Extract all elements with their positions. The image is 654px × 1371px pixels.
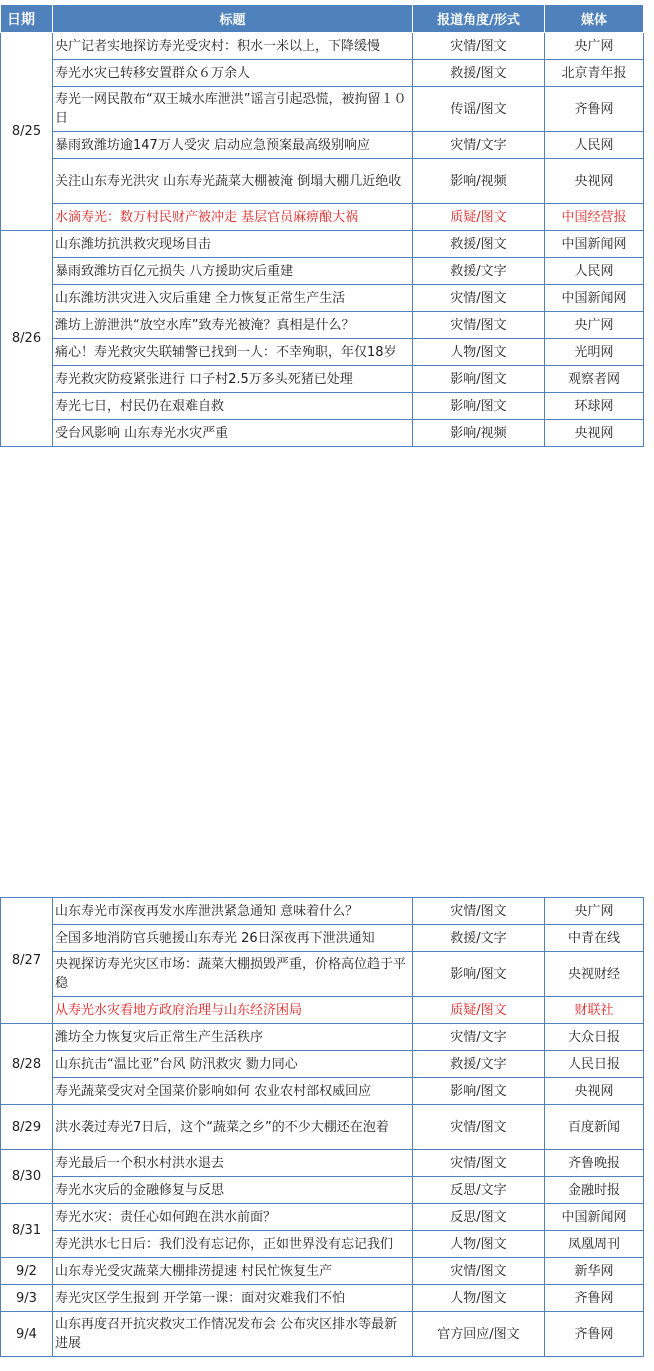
angle-cell: 质疑/图文 bbox=[413, 997, 545, 1024]
angle-cell: 影响/图文 bbox=[413, 393, 545, 420]
title-cell: 寿光灾区学生报到 开学第一课：面对灾难我们不怕 bbox=[53, 1285, 413, 1312]
title-cell: 暴雨致潍坊逾147万人受灾 启动应急预案最高级别响应 bbox=[53, 132, 413, 159]
angle-cell: 人物/图文 bbox=[413, 1285, 545, 1312]
angle-cell: 影响/图文 bbox=[413, 952, 545, 997]
media-cell: 央广网 bbox=[545, 312, 644, 339]
angle-cell: 救援/文字 bbox=[413, 258, 545, 285]
angle-cell: 反思/文字 bbox=[413, 1177, 545, 1204]
angle-cell: 影响/视频 bbox=[413, 420, 545, 447]
angle-cell: 救援/图文 bbox=[413, 231, 545, 258]
title-cell: 山东寿光市深夜再发水库泄洪紧急通知 意味着什么？ bbox=[53, 898, 413, 925]
table-row bbox=[1, 1150, 644, 1177]
media-cell: 央视网 bbox=[545, 159, 644, 204]
table-row bbox=[1, 393, 644, 420]
table-row bbox=[1, 1105, 644, 1150]
header-date: 日期 bbox=[1, 5, 53, 33]
table-row bbox=[1, 952, 644, 997]
title-cell: 寿光蔬菜受灾对全国菜价影响如何 农业农村部权威回应 bbox=[53, 1078, 413, 1105]
table-row bbox=[1, 132, 644, 159]
table-row bbox=[1, 285, 644, 312]
title-cell: 寿光救灾防疫紧张进行 口子村2.5万多头死猪已处理 bbox=[53, 366, 413, 393]
coverage-table-bottom bbox=[0, 897, 644, 1357]
media-cell: 齐鲁网 bbox=[545, 1312, 644, 1357]
header-media: 媒体 bbox=[545, 5, 644, 33]
title-cell: 寿光水灾后的金融修复与反思 bbox=[53, 1177, 413, 1204]
angle-cell: 灾情/图文 bbox=[413, 312, 545, 339]
title-cell: 寿光一网民散布“双王城水库泄洪”谣言引起恐慌，被拘留１０日 bbox=[53, 87, 413, 132]
title-cell: 全国多地消防官兵驰援山东寿光 26日深夜再下泄洪通知 bbox=[53, 925, 413, 952]
date-cell: 8/30 bbox=[1, 1150, 53, 1204]
date-cell: 8/26 bbox=[1, 231, 53, 447]
title-cell: 痛心！寿光救灾失联辅警已找到一人：不幸殉职，年仅18岁 bbox=[53, 339, 413, 366]
media-cell: 大众日报 bbox=[545, 1024, 644, 1051]
table-row bbox=[1, 312, 644, 339]
title-cell: 寿光水灾：责任心如何跑在洪水前面？ bbox=[53, 1204, 413, 1231]
table-row bbox=[1, 1258, 644, 1285]
date-cell: 8/27 bbox=[1, 898, 53, 1024]
angle-cell: 灾情/文字 bbox=[413, 1024, 545, 1051]
date-cell: 9/2 bbox=[1, 1258, 53, 1285]
title-cell: 山东抗击“温比亚”台风 防汛救灾 勠力同心 bbox=[53, 1051, 413, 1078]
media-cell: 央广网 bbox=[545, 898, 644, 925]
table-row bbox=[1, 87, 644, 132]
title-cell: 寿光洪水七日后：我们没有忘记你，正如世界没有忘记我们 bbox=[53, 1231, 413, 1258]
title-cell: 央广记者实地探访寿光受灾村：积水一米以上，下降缓慢 bbox=[53, 33, 413, 60]
media-cell: 央视网 bbox=[545, 1078, 644, 1105]
media-cell: 中国新闻网 bbox=[545, 285, 644, 312]
table-row bbox=[1, 33, 644, 60]
table-row bbox=[1, 159, 644, 204]
table-row bbox=[1, 1285, 644, 1312]
title-cell: 水滴寿光：数万村民财产被冲走 基层官员麻痹酿大祸 bbox=[53, 204, 413, 231]
title-cell: 受台风影响 山东寿光水灾严重 bbox=[53, 420, 413, 447]
table-row bbox=[1, 898, 644, 925]
media-cell: 光明网 bbox=[545, 339, 644, 366]
table-row bbox=[1, 925, 644, 952]
angle-cell: 反思/图文 bbox=[413, 1204, 545, 1231]
angle-cell: 灾情/图文 bbox=[413, 1150, 545, 1177]
date-cell: 8/29 bbox=[1, 1105, 53, 1150]
media-cell: 中国新闻网 bbox=[545, 231, 644, 258]
table-row bbox=[1, 997, 644, 1024]
title-cell: 寿光水灾已转移安置群众６万余人 bbox=[53, 60, 413, 87]
coverage-table-top bbox=[0, 4, 644, 447]
media-cell: 观察者网 bbox=[545, 366, 644, 393]
table-row bbox=[1, 339, 644, 366]
angle-cell: 影响/视频 bbox=[413, 159, 545, 204]
table-row bbox=[1, 1051, 644, 1078]
date-cell: 8/28 bbox=[1, 1024, 53, 1105]
title-cell: 关注山东寿光洪灾 山东寿光蔬菜大棚被淹 倒塌大棚几近绝收 bbox=[53, 159, 413, 204]
angle-cell: 质疑/图文 bbox=[413, 204, 545, 231]
date-cell: 9/4 bbox=[1, 1312, 53, 1357]
table-row bbox=[1, 258, 644, 285]
angle-cell: 人物/图文 bbox=[413, 339, 545, 366]
table-row bbox=[1, 1231, 644, 1258]
media-cell: 央广网 bbox=[545, 33, 644, 60]
media-cell: 央视网 bbox=[545, 420, 644, 447]
title-cell: 央视探访寿光灾区市场：蔬菜大棚损毁严重，价格高位趋于平稳 bbox=[53, 952, 413, 997]
header-title: 标题 bbox=[53, 5, 413, 33]
title-cell: 山东潍坊抗洪救灾现场目击 bbox=[53, 231, 413, 258]
angle-cell: 救援/图文 bbox=[413, 60, 545, 87]
angle-cell: 灾情/文字 bbox=[413, 132, 545, 159]
media-cell: 人民网 bbox=[545, 132, 644, 159]
table-row bbox=[1, 204, 644, 231]
media-cell: 凤凰周刊 bbox=[545, 1231, 644, 1258]
table-row bbox=[1, 231, 644, 258]
table-row bbox=[1, 420, 644, 447]
media-cell: 中国经营报 bbox=[545, 204, 644, 231]
media-cell: 齐鲁网 bbox=[545, 1285, 644, 1312]
media-cell: 人民网 bbox=[545, 258, 644, 285]
angle-cell: 灾情/图文 bbox=[413, 1105, 545, 1150]
title-cell: 寿光七日，村民仍在艰难自救 bbox=[53, 393, 413, 420]
angle-cell: 官方回应/图文 bbox=[413, 1312, 545, 1357]
title-cell: 山东再度召开抗灾救灾工作情况发布会 公布灾区排水等最新进展 bbox=[53, 1312, 413, 1357]
media-cell: 百度新闻 bbox=[545, 1105, 644, 1150]
media-cell: 人民日报 bbox=[545, 1051, 644, 1078]
date-cell: 8/25 bbox=[1, 33, 53, 231]
media-cell: 中国新闻网 bbox=[545, 1204, 644, 1231]
table-row bbox=[1, 366, 644, 393]
title-cell: 潍坊全力恢复灾后正常生产生活秩序 bbox=[53, 1024, 413, 1051]
table-row bbox=[1, 1204, 644, 1231]
header-angle: 报道角度/形式 bbox=[413, 5, 545, 33]
date-cell: 9/3 bbox=[1, 1285, 53, 1312]
angle-cell: 灾情/图文 bbox=[413, 898, 545, 925]
title-cell: 潍坊上游泄洪“放空水库”致寿光被淹？真相是什么？ bbox=[53, 312, 413, 339]
title-cell: 寿光最后一个积水村洪水退去 bbox=[53, 1150, 413, 1177]
media-cell: 中青在线 bbox=[545, 925, 644, 952]
title-cell: 暴雨致潍坊百亿元损失 八方援助灾后重建 bbox=[53, 258, 413, 285]
table-row bbox=[1, 1177, 644, 1204]
angle-cell: 传谣/图文 bbox=[413, 87, 545, 132]
table-row bbox=[1, 1024, 644, 1051]
media-cell: 央视财经 bbox=[545, 952, 644, 997]
media-cell: 新华网 bbox=[545, 1258, 644, 1285]
table-row bbox=[1, 1078, 644, 1105]
media-cell: 财联社 bbox=[545, 997, 644, 1024]
angle-cell: 人物/图文 bbox=[413, 1231, 545, 1258]
header-row bbox=[1, 5, 644, 33]
angle-cell: 灾情/图文 bbox=[413, 33, 545, 60]
angle-cell: 灾情/图文 bbox=[413, 285, 545, 312]
table-row bbox=[1, 1312, 644, 1357]
angle-cell: 救援/文字 bbox=[413, 1051, 545, 1078]
title-cell: 从寿光水灾看地方政府治理与山东经济困局 bbox=[53, 997, 413, 1024]
angle-cell: 救援/文字 bbox=[413, 925, 545, 952]
angle-cell: 影响/图文 bbox=[413, 1078, 545, 1105]
title-cell: 山东潍坊洪灾进入灾后重建 全力恢复正常生产生活 bbox=[53, 285, 413, 312]
media-cell: 北京青年报 bbox=[545, 60, 644, 87]
media-cell: 齐鲁网 bbox=[545, 87, 644, 132]
media-cell: 金融时报 bbox=[545, 1177, 644, 1204]
angle-cell: 灾情/图文 bbox=[413, 1258, 545, 1285]
media-cell: 环球网 bbox=[545, 393, 644, 420]
table-row bbox=[1, 60, 644, 87]
media-cell: 齐鲁晚报 bbox=[545, 1150, 644, 1177]
angle-cell: 影响/图文 bbox=[413, 366, 545, 393]
title-cell: 山东寿光受灾蔬菜大棚排涝提速 村民忙恢复生产 bbox=[53, 1258, 413, 1285]
date-cell: 8/31 bbox=[1, 1204, 53, 1258]
title-cell: 洪水袭过寿光7日后，这个“蔬菜之乡”的不少大棚还在泡着 bbox=[53, 1105, 413, 1150]
